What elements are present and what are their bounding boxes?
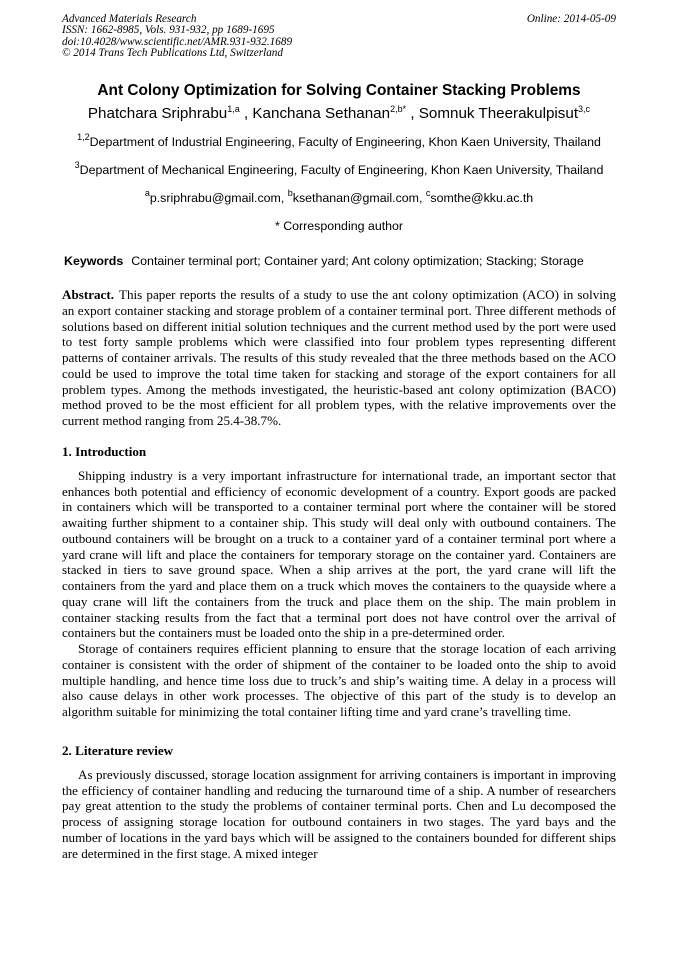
- affiliation-text: Department of Industrial Engineering, Faculty of Engineering, Khon Kaen University, Thailand: [89, 135, 601, 149]
- author-name: Phatchara Sriphrabu: [87, 105, 228, 122]
- author-affil-sup: 1,a: [227, 104, 240, 114]
- online-date: Online: 2014-05-09: [526, 13, 616, 25]
- email-separator: ,: [418, 191, 426, 205]
- issn-line: ISSN: 1662-8985, Vols. 931-932, pp 1689-1695: [62, 24, 275, 37]
- author-affil-sup: 2,b*: [390, 104, 407, 114]
- affiliation-sup: 1,2: [77, 132, 90, 142]
- author-separator: ,: [239, 105, 253, 122]
- paper-title: Ant Colony Optimization for Solving Container Stacking Problems: [97, 82, 581, 99]
- affiliation-sup: 3: [74, 160, 80, 170]
- email-list: [62, 188, 616, 206]
- section-heading-introduction: 1. Introduction: [62, 443, 147, 459]
- keywords: [64, 254, 616, 269]
- author-name: Kanchana Sethanan: [252, 105, 391, 122]
- email-sup: a: [144, 188, 150, 198]
- email-sup: c: [425, 188, 431, 198]
- email-link[interactable]: somthe@kku.ac.th: [430, 191, 534, 205]
- copyright-line: © 2014 Trans Tech Publications Ltd, Switzerland: [62, 46, 283, 59]
- paragraph: As previously discussed, storage location assignment for arriving containers is important in improving the efficiency of container handling and reducing the turnaround time of a ship. A number of researchers pay great attention to the study the problems of container terminal ports. Chen and Lu decomposed the process of assigning storage location for outbound containers in two stages. The yard bays and the number of locations in the yard bays which will be assigned to the containers bounded for different ships are determined in the first stage. A mixed integer: [62, 766, 616, 861]
- email-link[interactable]: ksethanan@gmail.com: [292, 191, 419, 205]
- email-separator: ,: [280, 191, 288, 205]
- doi-line[interactable]: doi:10.4028/www.scientific.net/AMR.931-932.1689: [62, 35, 293, 48]
- abstract-text: This paper reports the results of a study to use the ant colony optimization (ACO) in solving an export container stacking and storage problem of a container terminal port. Three different methods of solutions based on different initial solution techniques and the current method used by the port were used to test forty sample problems which were classified into four problem types representing different patterns of container arrivals. The results of this study revealed that the three methods based on the ACO could be used to improve the total time taken for stacking and storage of the export containers for all problem types. Among the methods investigated, the heuristic-based ant colony optimization (BACO) method proved to be the most efficient for all problem types, with the relative improvements over the current method ranging from 25.4-38.7%.: [62, 287, 616, 428]
- author-separator: ,: [406, 105, 419, 122]
- paragraph: Shipping industry is a very important infrastructure for international trade, an important sector that enhances both potential and efficiency of economic development of a country. Export goods are packed in containers which will be transported to a container terminal port where the container will be stored awaiting further shipment to a container ship. This study will deal only with outbound containers. The outbound containers will be brought on a truck to a container yard of a container terminal port where a yard crane will lift and place the containers for temporary storage on the container yard. Containers are stacked in tiers to save ground space. When a ship arrives at the port, the yard crane will lift the containers from the yard and place them on a truck which moves the containers to the quayside where a quay crane will lift the containers from the truck and place them on the ship. The main problem in container stacking results from the fact that a terminal port does not have control over the arrival of containers but the containers must be loaded onto the ship in a pre-determined order.: [62, 467, 616, 641]
- journal-header: [62, 14, 616, 62]
- affiliation-text: Department of Mechanical Engineering, Faculty of Engineering, Khon Kaen University, Thailand: [79, 163, 604, 177]
- abstract-label: Abstract.: [62, 287, 114, 302]
- corresponding-author-note: * Corresponding author: [274, 219, 404, 233]
- abstract: [62, 287, 616, 429]
- author-list: [62, 105, 616, 123]
- section-literature-review-body: [62, 767, 616, 862]
- keywords-text: Container terminal port; Container yard; Ant colony optimization; Stacking; Storage: [131, 254, 584, 268]
- author-name: Somnuk Theerakulpisut: [418, 105, 579, 122]
- keywords-label: Keywords: [64, 254, 124, 268]
- paper-page: [62, 14, 616, 861]
- affiliation: [62, 160, 616, 178]
- affiliation: [62, 132, 616, 150]
- email-link[interactable]: p.sriphrabu@gmail.com: [149, 191, 281, 205]
- section-heading-literature-review: 2. Literature review: [62, 742, 174, 758]
- paragraph: Storage of containers requires efficient planning to ensure that the storage location of each arriving container is consistent with the order of shipment of the container to be loaded onto the ship to avoid multiple handling, and hence time loss due to truck’s and ship’s waiting time. A delay in a process will also cause delays in other work processes. The objective of this part of the study is to develop an algorithm suitable for minimizing the total container lifting time and yard crane’s travelling time.: [62, 641, 616, 719]
- journal-name: Advanced Materials Research: [62, 13, 197, 25]
- author-affil-sup: 3,c: [578, 104, 591, 114]
- section-introduction-body: [62, 468, 616, 720]
- email-sup: b: [287, 188, 293, 198]
